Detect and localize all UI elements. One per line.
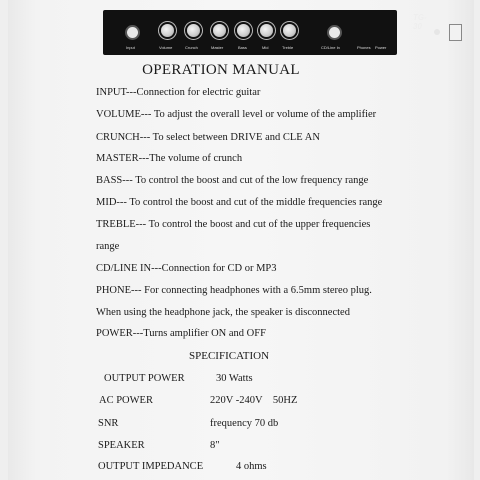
panel-label-phones: Phones (357, 45, 371, 50)
panel-label-input: Input (126, 45, 135, 50)
panel-label-power: Power (375, 45, 387, 50)
spec-value-output-impedance: 4 ohms (236, 461, 267, 472)
manual-title: OPERATION MANUAL (142, 62, 300, 78)
panel-label-cd-line-in: CD/Line In (321, 45, 340, 50)
spec-value-ac-power: 220V -240V 50HZ (210, 395, 298, 406)
model-label: TG-30 (413, 13, 427, 31)
volume-knob-icon (161, 24, 174, 37)
manual-line-phone: PHONE--- For connecting headphones with a 6.5mm stereo plug. (96, 285, 372, 296)
specification-title: SPECIFICATION (189, 350, 270, 362)
spec-key-speaker: SPEAKER (98, 440, 145, 451)
cd-line-in-jack-icon (329, 27, 340, 38)
bass-knob-icon (237, 24, 250, 37)
master-knob-icon (213, 24, 226, 37)
manual-line-input: INPUT---Connection for electric guitar (96, 87, 261, 98)
amplifier-panel-image (103, 10, 427, 55)
manual-line-crunch: CRUNCH--- To select between DRIVE and CLE AN (96, 132, 320, 143)
manual-sheet (8, 0, 474, 480)
spec-key-output-impedance: OUTPUT IMPEDANCE (98, 461, 204, 472)
spec-key-snr: SNR (98, 418, 119, 429)
spec-value-speaker: 8" (210, 440, 220, 451)
spec-key-ac-power: AC POWER (99, 395, 153, 406)
input-jack-icon (127, 27, 138, 38)
spec-value-snr: frequency 70 db (210, 418, 279, 429)
treble-knob-icon (283, 24, 296, 37)
panel-label-crunch: Crunch (185, 45, 198, 50)
phones-jack-icon (434, 29, 440, 35)
panel-label-bass: Bass (238, 45, 247, 50)
spec-value-output-power: 30 Watts (216, 373, 253, 384)
manual-line-power: POWER---Turns amplifier ON and OFF (96, 328, 266, 339)
manual-line-master: MASTER---The volume of crunch (96, 153, 243, 164)
spec-key-output-power: OUTPUT POWER (104, 373, 185, 384)
panel-label-mid: Mid (262, 45, 269, 50)
manual-line-mid: MID--- To control the boost and cut of the middle frequencies range (96, 197, 383, 208)
manual-line-treble: TREBLE--- To control the boost and cut of the upper frequencies (96, 219, 371, 230)
panel-label-volume: Volume (159, 45, 173, 50)
panel-label-treble: Treble (282, 45, 294, 50)
manual-line-cd-line-in: CD/LINE IN---Connection for CD or MP3 (96, 263, 277, 274)
manual-line-treble-cont: range (96, 241, 120, 252)
manual-line-volume: VOLUME--- To adjust the overall level or volume of the amplifier (96, 109, 377, 120)
power-switch-icon (449, 24, 462, 41)
mid-knob-icon (260, 24, 273, 37)
manual-line-bass: BASS--- To control the boost and cut of the low frequency range (96, 175, 369, 186)
manual-line-phone-cont: When using the headphone jack, the speaker is disconnected (96, 307, 350, 318)
panel-label-master: Master (211, 45, 224, 50)
crunch-knob-icon (187, 24, 200, 37)
